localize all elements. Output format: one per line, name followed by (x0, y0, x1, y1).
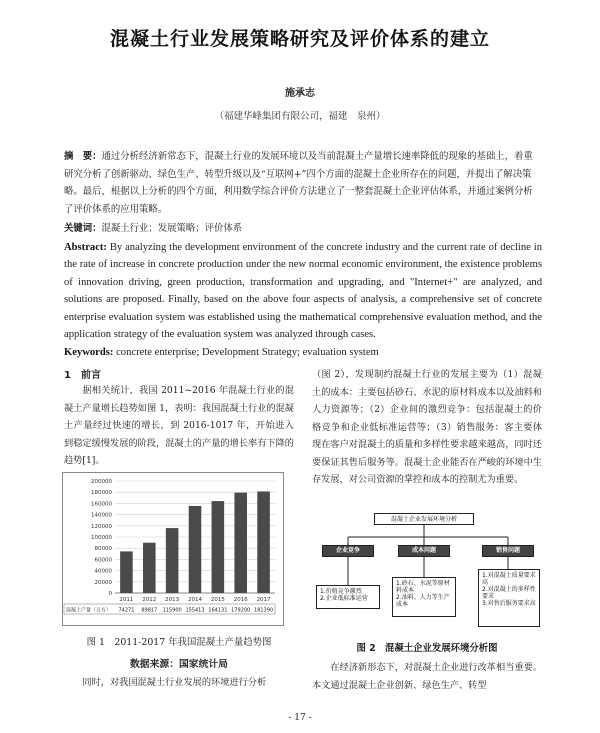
keywords-en (64, 344, 542, 361)
abstract-cn-text: 通过分析经济新常态下，混凝土行业的发展环境以及当前混凝土产量增长速率降低的现象的基础上，着重研究分析了创新驱动、绿色生产、转型升级以及“互联网+”四个方面的混凝土企业所存在的问题，并提出了解决策略。最后，根据以上分析的四个方面，利用数学综合评价方法建立了一整套混凝土企业评估体系，并通过案例分析了评价体系的应用策略。 (64, 151, 533, 215)
figure2-branch-box (392, 577, 456, 617)
data-table-value: 179200 (231, 607, 251, 614)
abstract-cn (64, 148, 542, 218)
y-tick-label: 200000 (91, 479, 112, 485)
left-bottom-paragraph: 同时，对我国混凝土行业发展的环境进行分析 (82, 677, 267, 688)
data-table-value: 164131 (208, 607, 228, 614)
bar (189, 506, 202, 593)
figure2-branch-header: 成本问题 (398, 545, 450, 557)
x-tick-label: 2013 (165, 597, 180, 603)
figure1-chart (63, 473, 283, 625)
figure2-item: 3.对售后服务要求高 (482, 600, 536, 607)
keywords-cn (64, 220, 542, 238)
figure2-root: 混凝土企业发展环境分析 (374, 513, 474, 525)
figure2-diagram (312, 505, 542, 630)
y-tick-label: 20000 (94, 579, 112, 586)
bar (212, 501, 225, 593)
y-tick-label: 120000 (91, 523, 112, 530)
x-tick-label: 2014 (188, 597, 202, 603)
figure2-item: 2.油料、人力等生产成本 (396, 594, 450, 608)
affiliation: （福建华峰集团有限公司，福建 泉州） (214, 111, 386, 122)
bar (143, 543, 156, 593)
bar (120, 551, 133, 593)
figure2-item: 1.对混凝土质量要求高 (482, 572, 536, 586)
keywords-cn-text: 混凝土行业；发展策略；评价体系 (101, 223, 243, 234)
figure2-item: 2.对混凝土的多样性要求 (482, 586, 536, 600)
bar (166, 528, 179, 593)
keywords-en-text: concrete enterprise; Development Strategy; evaluation system (116, 347, 379, 358)
figure1-frame (62, 472, 284, 626)
y-tick-label: 140000 (91, 512, 112, 519)
x-tick-label: 2012 (142, 597, 157, 603)
figure2-item: 1.砂石、水泥等原材料成本 (396, 580, 450, 594)
data-table-label: 混凝土产量（万方） (66, 607, 112, 614)
right-paragraph: （图 2），发现制约混凝土行业的发展主要为（1）混凝土的成本：主要包括砂石、水泥的原材料成本以及油料和人力资源等；（2）企业间的激烈竞争：包括混凝土的价格竞争和企业低标准运营等；（3）销售服务：客主要体现在客户对混凝土的质量和多样性要求越来越高，同时还要保证其售后服务等。混凝土企业能否在严峻的环境中生存发展，对公司资源的掌控和成本的控制尤为重要。 (312, 369, 542, 485)
x-tick-label: 2011 (119, 597, 134, 603)
y-tick-label: 60000 (94, 557, 112, 564)
figure2-branch-box (478, 569, 540, 627)
figure2-branch-header: 销售问题 (482, 545, 534, 557)
bar (257, 491, 270, 593)
figure2-caption: 图 2 混凝土企业发展环境分析图 (356, 643, 498, 654)
data-table-value: 74271 (118, 607, 135, 614)
keywords-en-label: Keywords: (64, 347, 114, 358)
y-tick-label: 80000 (94, 546, 112, 553)
page-number: - 17 - (288, 713, 312, 723)
section-heading: 1 前言 (64, 370, 101, 381)
bar (234, 493, 247, 593)
figure2-item: 2.企业低标准运营 (320, 595, 368, 602)
x-tick-label: 2015 (210, 597, 225, 603)
figure1-source: 数据来源：国家统计局 (130, 659, 228, 670)
figure2-item: 1.价格竞争激烈 (320, 588, 362, 595)
figure2-branch-header: 企业竞争 (322, 545, 374, 557)
y-tick-label: 40000 (94, 568, 112, 575)
data-table-value: 89817 (141, 607, 158, 614)
x-tick-label: 2017 (256, 597, 271, 603)
x-tick-label: 2016 (233, 597, 248, 603)
data-table-value: 155413 (185, 607, 205, 614)
y-tick-label: 100000 (91, 535, 112, 541)
y-tick-label: 160000 (91, 501, 112, 508)
abstract-en-label: Abstract: (64, 242, 107, 253)
figure1-caption: 图 1 2011-2017 年我国混凝土产量趋势图 (86, 637, 272, 648)
data-table-value: 115900 (162, 607, 182, 614)
keywords-cn-label: 关键词： (64, 223, 102, 234)
right-bottom-paragraph: 在经济新形态下，对混凝土企业进行改革相当重要。本文通过混凝土企业创新、绿色生产、转型 (312, 662, 542, 691)
abstract-en (64, 239, 542, 343)
abstract-en-text: By analyzing the development environment of the concrete industry and the current rate of decline in the rate of increase in concrete production under the new normal economic environment, the existence problems of innovation driving, green production, transformation and upgrading, and "Internet+" are analyzed, and solutions are proposed. Finally, based on the above four aspects of analysis, a comprehensive set of concrete enterprise evaluation system was established using the mathematical comprehensive evaluation method, and the application strategy of the evaluation system was analyzed through cases. (64, 242, 542, 341)
y-tick-label: 180000 (91, 490, 112, 497)
left-paragraph: 据相关统计，我国 2011~2016 年混凝土行业的混凝土产量增长趋势如图 1，表明：我国混凝土行业的混凝土产量经过快速的增长，到 2016-1017 年，开始进入到稳定缓慢发展的阶段，混凝土的产量的增长率有下降的趋势[1]。 (64, 385, 294, 466)
abstract-cn-label: 摘 要： (64, 151, 102, 162)
paper-title: 混凝土行业发展策略研究及评价体系的建立 (109, 28, 490, 50)
data-table-value: 181390 (254, 607, 274, 614)
author: 施承志 (285, 88, 315, 99)
y-tick-label: 0 (108, 591, 112, 597)
figure2-branch-box (316, 585, 380, 609)
